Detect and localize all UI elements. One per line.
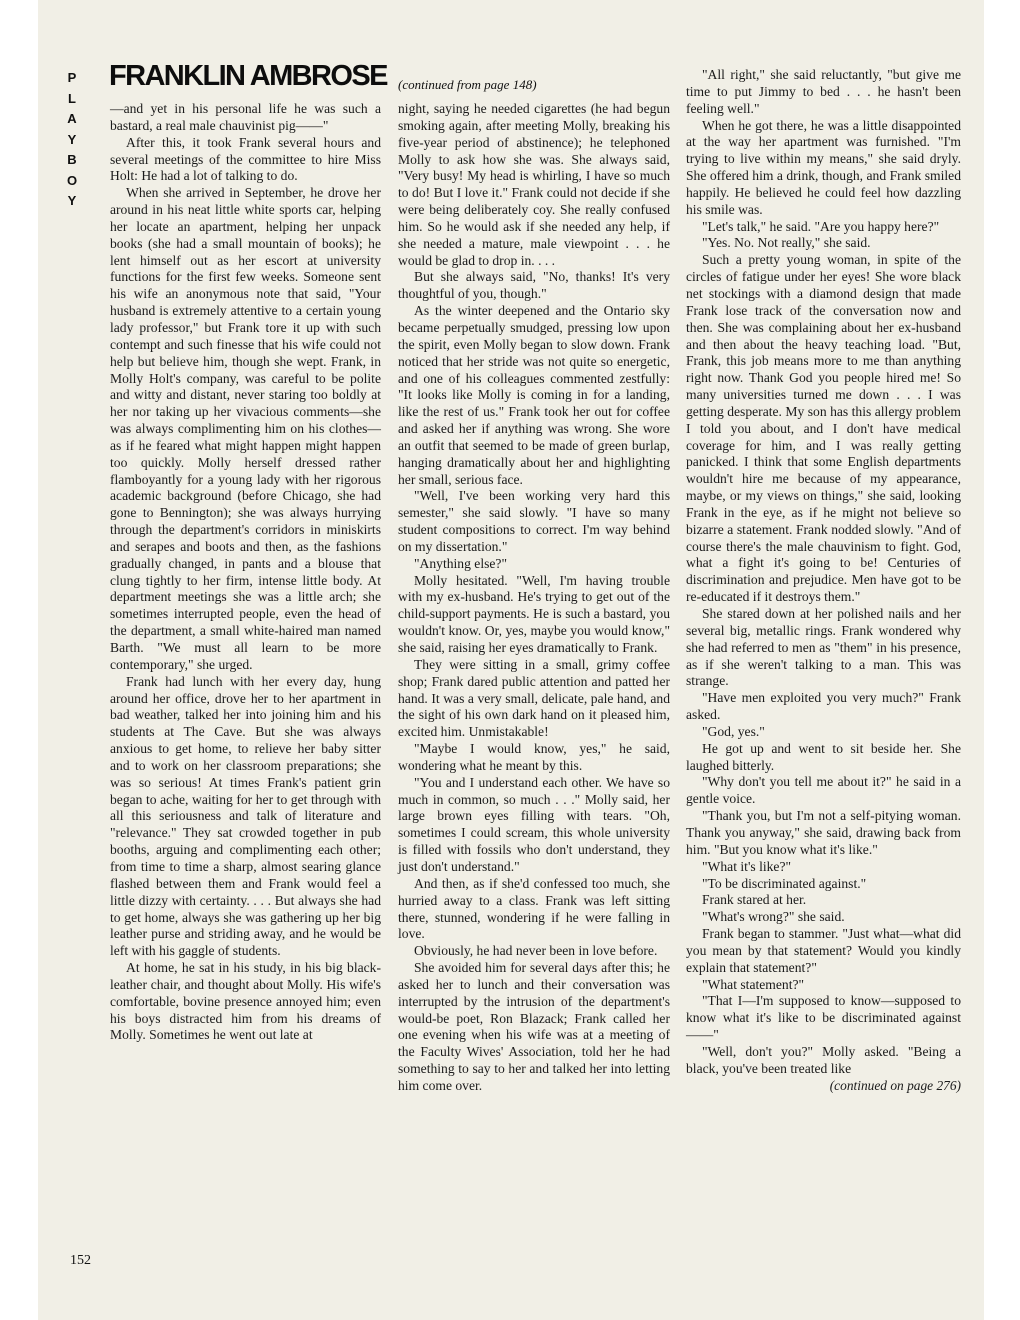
text-column-1 xyxy=(110,101,381,1044)
paragraph: At home, he sat in his study, in his big black-leather chair, and thought about Molly. His wife's comfortable, bovine presence annoyed him; even his boys distracted him from his dreams of Molly. Sometimes he went out late at xyxy=(110,960,381,1043)
side-letter: Y xyxy=(67,131,77,147)
paragraph: He got up and went to sit beside her. She laughed bitterly. xyxy=(686,740,961,773)
paragraph: "Well, don't you?" Molly asked. "Being a black, you've been treated like xyxy=(686,1043,961,1076)
paragraph: "Let's talk," he said. "Are you happy here?" xyxy=(702,218,940,234)
paragraph: "Well, I've been working very hard this semester," she said slowly. "I have so many student compositions to correct. I'm way behind on my dissertation." xyxy=(398,488,670,554)
paragraph: And then, as if she'd confessed too much, she hurried away to a class. Frank was left sitting there, stunned, wondering if he were falling in love. xyxy=(398,875,670,942)
paragraph: —and yet in his personal life he was such a bastard, a real male chauvinist pig——" xyxy=(110,101,381,133)
paragraph: "Have men exploited you very much?" Frank asked. xyxy=(686,690,961,723)
paragraph: After this, it took Frank several hours and several meetings of the committee to hire Miss Holt: He had a lot of talking to do. xyxy=(110,134,381,184)
paragraph: Frank stared at her. xyxy=(702,892,807,908)
continued-on-note: (continued on page 276) xyxy=(829,1077,961,1093)
paragraph: They were sitting in a small, grimy coffee shop; Frank dared public attention and patted her hand. It was a very small, delicate, pale hand, and the sight of his own dark hand on it pleased him, excited him. Unmistakable! xyxy=(398,656,670,740)
paragraph: "What statement?" xyxy=(702,976,805,992)
side-letter: Y xyxy=(67,193,77,208)
article-title: FRANKLIN AMBROSE xyxy=(109,60,387,92)
paragraph: Frank had lunch with her every day, hung around her office, drove her to her apartment in bad weather, talked her into joining him and his students at The Cave. But she was always anxious to get home, to relieve her baby sitter and to work on her classroom preparations; she was so serious! At times Frank's patient grin began to ache, waiting for her to get through with all this seriousness and talk of literature and "relevance." They sat crowded together in pub booths, arguing and complimenting each other; from time to time a sharp, almost searing glance flashed between them and Frank would feel a little dizzy with certainty. . . . But always she had to get home, always she was gathering up her big leather purse and striding away, and he would be left with his gaggle of students. xyxy=(110,673,381,959)
side-letter: P xyxy=(67,70,77,85)
magazine-side-label xyxy=(62,68,82,212)
continued-from-note: (continued from page 148) xyxy=(398,77,537,92)
paragraph: "Anything else?" xyxy=(414,555,508,571)
paragraph: Molly hesitated. "Well, I'm having trouble with my ex-husband. He's trying to get out of the child-support payments. He is such a bastard, you wouldn't know. Or, yes, maybe you would know," she said, raising her eyes dramatically to Frank. xyxy=(398,572,670,655)
side-letter: L xyxy=(68,90,76,106)
paragraph: Such a pretty young woman, in spite of the circles of fatigue under her eyes! She wore black net stockings with a diamond design that made Frank lose track of the conversation now and then. She was complaining about her ex-husband and then about the heavy teaching load. "But, Frank, this job means more to me than anything right now. Thank God you people hired me! So many universities turned me down . . . I was getting desperate. My son has this allergy problem I told you about, and I don't have medical coverage for him, and I was really getting panicked. I think that some English departments wouldn't hire me because of my appearance, maybe, or my views on things," she said, looking Frank in the eye, as if he might not believe so bizarre a statement. Frank nodded slowly. "And of course there's the male chauvinism to fight. God, what a fight it's going to be! Centuries of discrimination and prejudice. Men have got to be re-educated if it destroys them." xyxy=(686,252,961,605)
paragraph: "Maybe I would know, yes," he said, wondering what he meant by this. xyxy=(398,741,670,773)
page-number: 152 xyxy=(70,1253,91,1268)
paragraph: "To be discriminated against." xyxy=(702,875,867,891)
side-letter: A xyxy=(67,111,77,126)
paragraph: "That I—I'm supposed to know—supposed to know what it's like to be discriminated against——" xyxy=(686,993,961,1043)
paragraph: She stared down at her polished nails and her several big, metallic rings. Frank wondered why she had referred to men as "them" in his presence, as if she weren't talking to a man. This was strange. xyxy=(686,606,961,689)
paragraph: "Thank you, but I'm not a self-pitying woman. Thank you anyway," she said, drawing back from him. "But you know what it's like." xyxy=(686,808,961,857)
paragraph: As the winter deepened and the Ontario sky became perpetually smudged, pressing low upon the spirit, even Molly began to slow down. Frank noticed that her stride was not quite so energetic, and one of his colleagues commented zestfully: "It looks like Molly is coming in for a landing, like the rest of us." Frank took her out for coffee and asked her if anything was wrong. She wore an outfit that seemed to be made of green burlap, hanging dramatically about her and highlighting her small, serious face. xyxy=(398,303,670,487)
paragraph: When she arrived in September, he drove her around in his neat little white sports car, helping her locate an apartment, helping her unpack books (she had a small mountain of books); he lent himself out as her escort at university functions for the first few weeks. Someone sent his wife an anonymous note that said, "Your husband is extremely attentive to a certain young lady professor," but Frank tore it up with such contempt and such finesse that his wife could not help but believe him, though she wept. Frank, in Molly Holt's company, was careful to be polite and witty and distant, never staring too boldly at her nor taking up her vivacious comments—she was always complimenting him on his clothes—as if he feared what might happen might happen too quickly. Molly herself dressed rather flamboyantly for a young lady with her rigorous academic background (before Chicago, she had gone to Bennington); she was always hurrying through the department's corridors in miniskirts and serapes and boots and then, as the fashions gradually changed, in pants and a blouse that clung tightly to her firm, intense little body. At department meetings she was a little arch; she sometimes interrupted people, even the head of the department, a small white-haired man named Barth. "We must all learn to be more contemporary," she urged. xyxy=(110,185,381,672)
paragraph: Obviously, he had never been in love before. xyxy=(414,943,658,959)
paragraph: "Yes. No. Not really," she said. xyxy=(702,235,871,251)
text-column-3 xyxy=(686,67,961,1094)
paragraph: Frank began to stammer. "Just what—what did you mean by that statement? Would you kindly explain that statement?" xyxy=(686,926,961,975)
paragraph: "What's wrong?" she said. xyxy=(702,909,845,925)
side-letter: O xyxy=(66,172,78,188)
text-column-2 xyxy=(398,101,670,1095)
paragraph: night, saying he needed cigarettes (he had begun smoking again, after meeting Molly, breaking his five-year period of abstinence); he telephoned Molly to ask how she was. She always said, "Very busy! My head is whirling, I have so much to do! But I love it." Frank could not decide if she were being deliberately coy. She really confused him. So he would ask if she needed any help, if she needed a mature, male viewpoint . . . he would be glad to drop in. . . . xyxy=(398,101,670,268)
paragraph: "All right," she said reluctantly, "but give me time to put Jimmy to bed . . . he hasn't been feeling well." xyxy=(686,67,961,116)
paragraph: "God, yes." xyxy=(702,723,765,739)
paragraph: "What it's like?" xyxy=(702,858,792,874)
paragraph: But she always said, "No, thanks! It's very thoughtful of you, though." xyxy=(398,269,670,302)
side-letter: B xyxy=(67,152,77,167)
paragraph: She avoided him for several days after this; he asked her to lunch and their conversation was interrupted by the intrusion of the department's would-be poet, Ron Blazack; Frank called her one evening when his wife was at a meeting of the Faculty Wives' Association, told her he had something to say to her and talked her into letting him come over. xyxy=(398,960,670,1093)
paragraph: When he got there, he was a little disappointed at the way her apartment was furnished. "I'm trying to live within my means," she said dryly. She offered him a drink, though, and Frank smiled happily. He believed he could feel how dazzling his smile was. xyxy=(686,117,961,217)
paragraph: "You and I understand each other. We have so much in common, so much . . ." Molly said, her large brown eyes filling with tears. "Oh, sometimes I could scream, this whole university is filled with fossils who don't understand, they just don't understand." xyxy=(398,774,670,874)
paragraph: "Why don't you tell me about it?" he said in a gentle voice. xyxy=(686,774,961,807)
